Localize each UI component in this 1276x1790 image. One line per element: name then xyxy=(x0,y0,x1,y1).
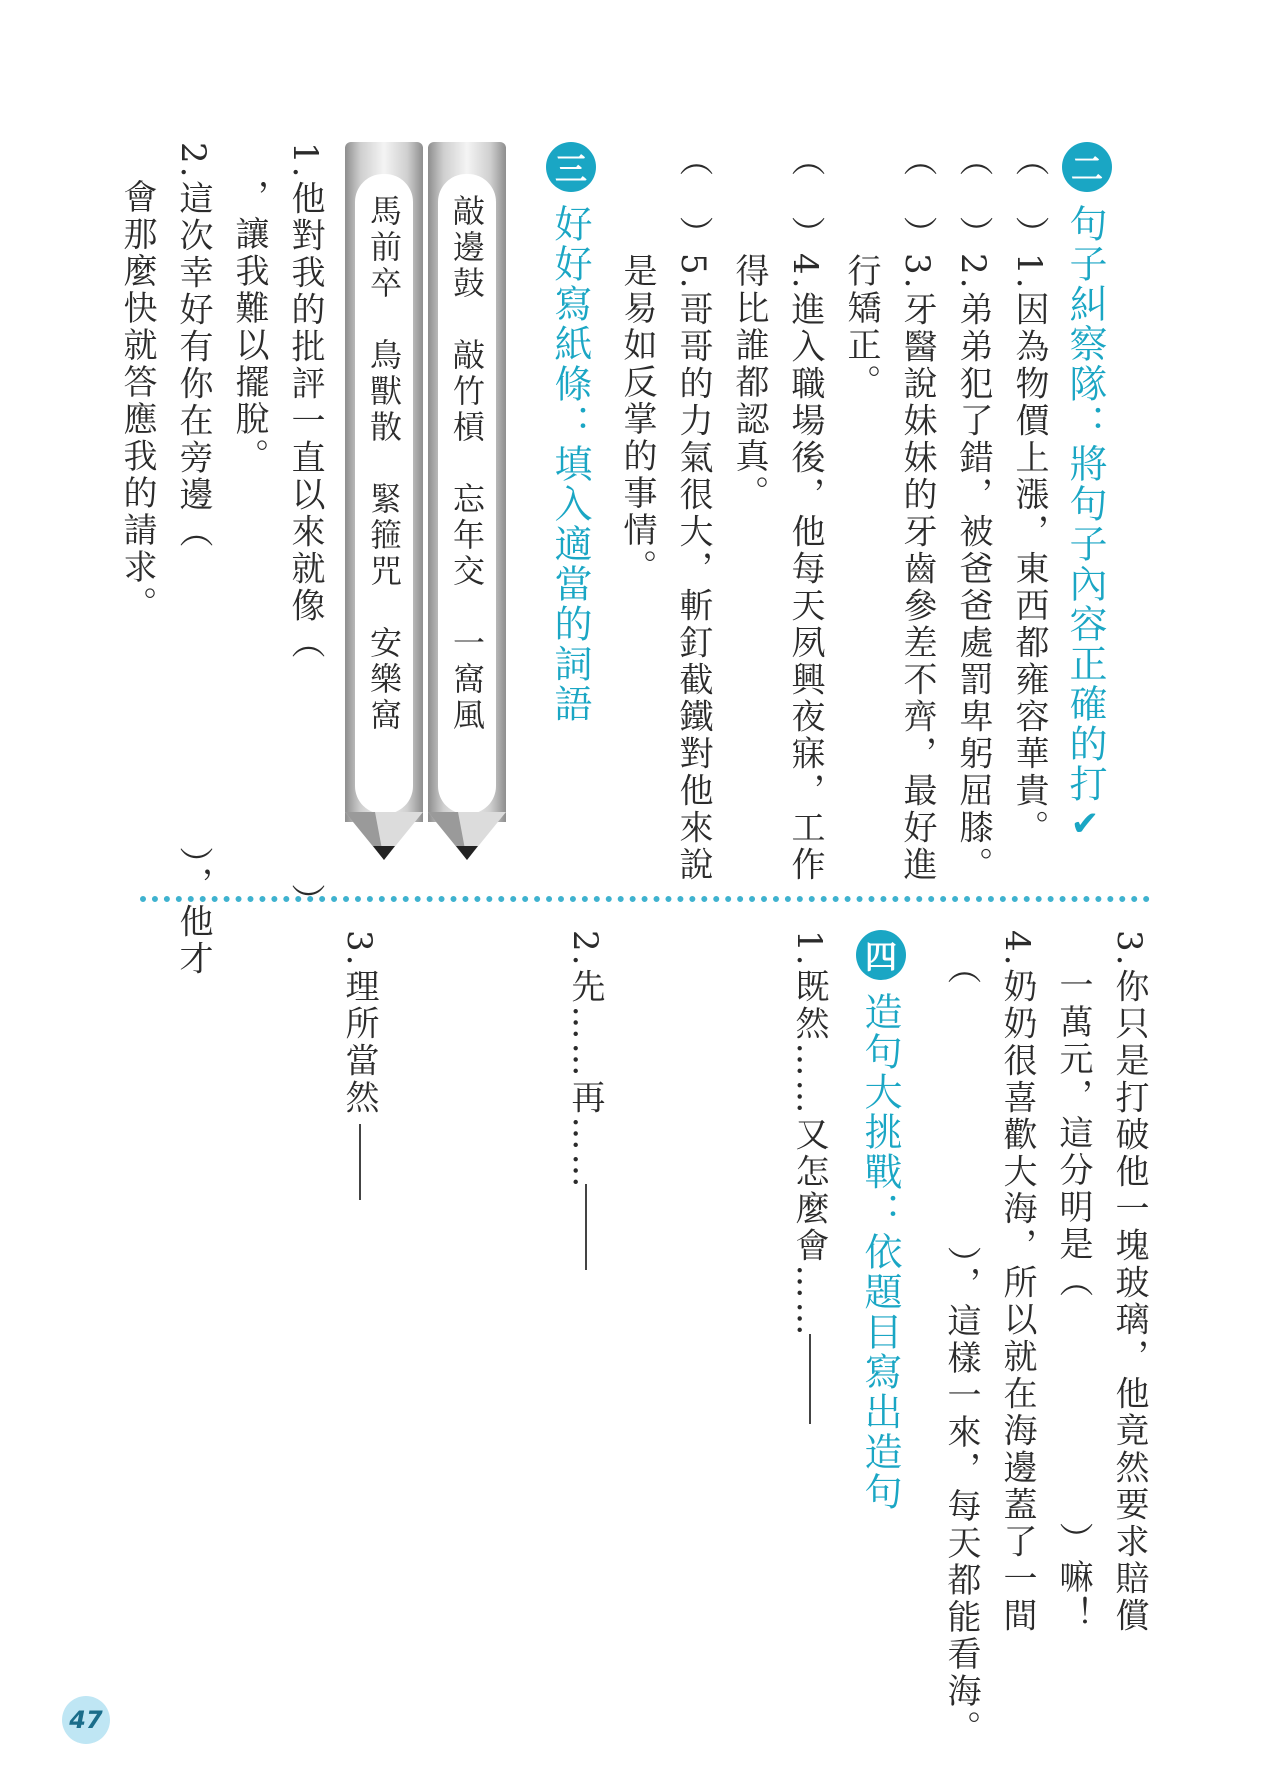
section-2-item-3-cont: 行矯正。 xyxy=(841,142,881,401)
section-3-item-3-cont: 一萬元，這分明是（ ）嘛！ xyxy=(1053,930,1093,1633)
section-2-badge: 二 xyxy=(1062,142,1112,192)
section-3-item-3: 3.你只是打破他一塊玻璃，他竟然要求賠償 xyxy=(1109,930,1149,1635)
section-2-item-5-cont: 是易如反掌的事情。 xyxy=(617,142,657,586)
page-number: 47 xyxy=(62,1696,110,1744)
section-divider xyxy=(140,896,1150,902)
section-2-item-4: （ ）4.進入職場後，他每天夙興夜寐，工作 xyxy=(785,142,825,884)
section-2-item-4-cont: 得比誰都認真。 xyxy=(729,142,769,512)
section-4-item-2: 2.先……再…… xyxy=(565,930,605,1191)
section-2-item-1: （ ）1.因為物價上漲，東西都雍容華貴。 xyxy=(1009,142,1049,847)
section-3-item-1-cont: ，讓我難以擺脫。 xyxy=(229,142,269,475)
answer-line-3[interactable] xyxy=(359,1124,361,1200)
section-2-title xyxy=(1063,204,1107,846)
word-bank-2: 馬前卒 鳥獸散 緊箍咒 安樂窩 xyxy=(365,194,403,734)
section-2-item-2: （ ）2.弟弟犯了錯，被爸爸處罰卑躬屈膝。 xyxy=(953,142,993,884)
section-4-title: 造句大挑戰：依題目寫出造句 xyxy=(858,992,902,1512)
section-3-badge: 三 xyxy=(546,142,596,192)
section-3-item-1: 1.他對我的批評一直以來就像（ ） xyxy=(285,142,325,921)
section-2-item-3: （ ）3.牙醫說妹妹的牙齒參差不齊，最好進 xyxy=(897,142,937,884)
section-4-item-3: 3.理所當然 xyxy=(339,930,379,1117)
section-2-title-text: 句子糾察隊：將句子內容正確的打 xyxy=(1063,204,1107,804)
section-3-item-2-cont: 會那麼快就答應我的請求。 xyxy=(117,142,157,623)
section-3-item-4-cont: （ ），這樣一來，每天都能看海。 xyxy=(941,930,981,1747)
word-bank-1: 敲邊鼓 敲竹槓 忘年交 一窩風 xyxy=(448,194,486,734)
answer-line-1[interactable] xyxy=(809,1334,811,1424)
word-bank-pencil-1 xyxy=(428,142,506,862)
section-3-title: 好好寫紙條：填入適當的詞語 xyxy=(548,204,592,724)
section-2-item-5: （ ）5.哥哥的力氣很大，斬釘截鐵對他來說 xyxy=(673,142,713,884)
section-4-item-1: 1.既然……又怎麼會…… xyxy=(789,930,829,1339)
check-mark-icon: ✔ xyxy=(1065,804,1105,846)
section-4-badge: 四 xyxy=(856,930,906,980)
section-3-item-4: 4.奶奶很喜歡大海，所以就在海邊蓋了一間 xyxy=(997,930,1037,1635)
section-3-item-2: 2.這次幸好有你在旁邊（ ），他才 xyxy=(173,142,213,978)
word-bank-pencil-2 xyxy=(345,142,423,862)
answer-line-2[interactable] xyxy=(585,1184,587,1270)
